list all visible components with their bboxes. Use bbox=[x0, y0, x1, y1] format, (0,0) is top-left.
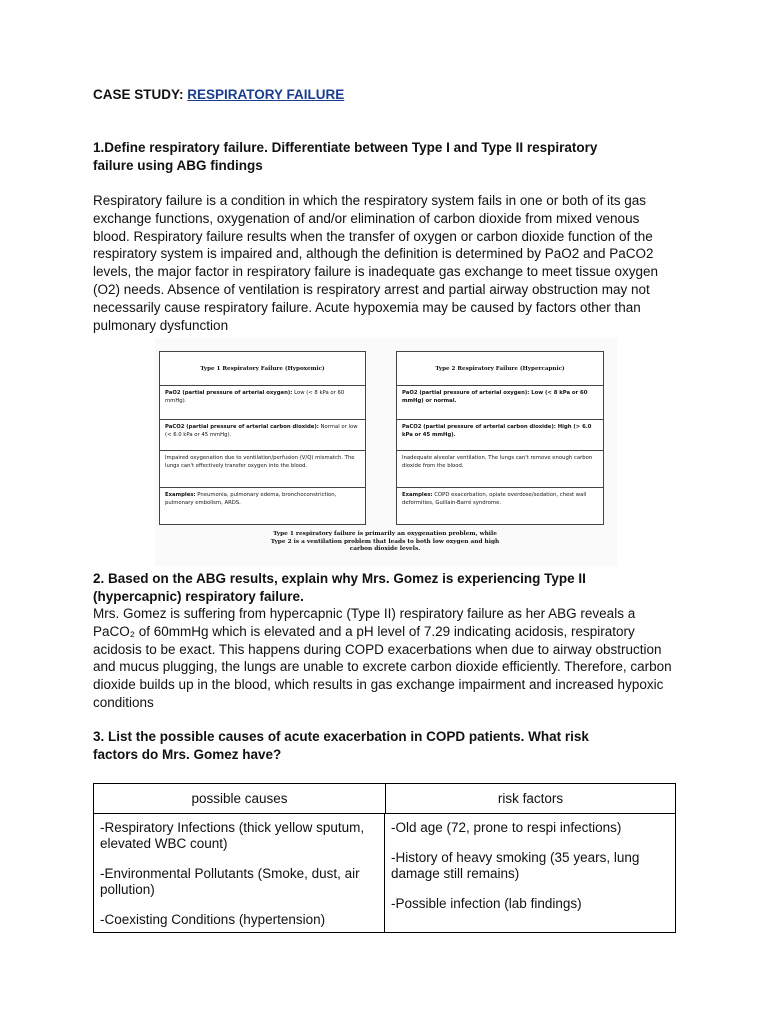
cause-item: -Environmental Pollutants (Smoke, dust, air pollution) bbox=[100, 866, 360, 897]
type2-paco2: PaCO2 (partial pressure of arterial carbon dioxide): High (> 6.0 kPa or 45 mmHg). bbox=[397, 420, 603, 451]
risk-item: -History of heavy smoking (35 years, lung damage still remains) bbox=[391, 850, 640, 881]
risk-item: -Possible infection (lab findings) bbox=[391, 896, 582, 911]
title-prefix: CASE STUDY: bbox=[93, 87, 188, 102]
type1-examples: Examples: Pneumonia, pulmonary edema, bronchoconstriction, pulmonary embolism, ARDS. bbox=[165, 492, 337, 506]
causes-column bbox=[94, 814, 385, 933]
answer-2: Mrs. Gomez is suffering from hypercapnic (Type II) respiratory failure as her ABG reveals a PaCO₂ of 60mmHg which is elevated and a pH level of 7.29 indicating acidosis, respiratory acidosis to be exact. This happens during COPD exacerbations when due to airway obstruction and mucus plugging, the lungs are unable to excrete carbon dioxide efficiently. Therefore, carbon dioxide builds up in the blood, which results in gas exchange impairment and increased hypoxic conditions bbox=[93, 606, 672, 710]
risks-column bbox=[385, 814, 675, 933]
type1-paco2: PaCO2 (partial pressure of arterial carbon dioxide): Normal or low (< 6.0 kPa or 45 mmHg). bbox=[160, 420, 365, 451]
cause-item: -Respiratory Infections (thick yellow sputum, elevated WBC count) bbox=[100, 820, 365, 851]
type2-pao2: PaO2 (partial pressure of arterial oxygen): Low (< 8 kPa or 60 mmHg) or normal. bbox=[397, 386, 603, 420]
cause-item: -Coexisting Conditions (hypertension) bbox=[100, 912, 326, 927]
answer-1: Respiratory failure is a condition in which the respiratory system fails in one or both of its gas exchange functions, oxygenation of and/or elimination of carbon dioxide from mixed venous blood. Respiratory failure results when the transfer of oxygen or carbon dioxide function of the respiratory system is impaired and, although the definition is determined by PaO2 and PaCO2 levels, the major factor in respiratory failure is inadequate gas exchange to meet tissue oxygen (O2) needs. Absence of ventilation is respiratory arrest and partial airway obstruction may not necessarily cause respiratory failure. Acute hypoxemia may be caused by factors other than pulmonary dysfunction bbox=[93, 193, 659, 333]
question-3: 3. List the possible causes of acute exacerbation in COPD patients. What risk factors do Mrs. Gomez have? bbox=[93, 729, 589, 762]
type2-table bbox=[396, 351, 604, 525]
header-possible-causes: possible causes bbox=[94, 784, 386, 813]
type2-header: Type 2 Respiratory Failure (Hypercapnic) bbox=[397, 352, 603, 386]
header-risk-factors: risk factors bbox=[497, 791, 564, 806]
abg-comparison-figure bbox=[155, 338, 617, 566]
type1-mechanism: Impaired oxygenation due to ventilation/perfusion (V/Q) mismatch. The lungs can't effectively transfer oxygen into the blood. bbox=[160, 451, 365, 488]
type1-table bbox=[159, 351, 366, 525]
question-1: 1.Define respiratory failure. Differentiate between Type I and Type II respiratory failure using ABG findings bbox=[93, 140, 598, 173]
table-body-row bbox=[94, 814, 675, 933]
type2-mechanism: Inadequate alveolar ventilation. The lungs can't remove enough carbon dioxide from the blood. bbox=[397, 451, 603, 488]
type2-examples: Examples: COPD exacerbation, opiate overdose/sedation, chest wall deformities, Guillain-Barré syndrome. bbox=[402, 492, 587, 506]
title-link[interactable]: RESPIRATORY FAILURE bbox=[187, 87, 345, 102]
type1-pao2: PaO2 (partial pressure of arterial oxygen): Low (< 8 kPa or 60 mmHg). bbox=[160, 386, 365, 420]
type1-header: Type 1 Respiratory Failure (Hypoxemic) bbox=[160, 352, 365, 386]
question-2: 2. Based on the ABG results, explain why Mrs. Gomez is experiencing Type II (hypercapnic) respiratory failure. bbox=[93, 571, 586, 604]
causes-risk-table bbox=[93, 783, 676, 933]
table-header-row bbox=[94, 784, 675, 814]
page-title bbox=[93, 87, 344, 102]
risk-item: -Old age (72, prone to respi infections) bbox=[391, 820, 622, 835]
figure-caption: Type 1 respiratory failure is primarily an oxygenation problem, while Type 2 is a ventilation problem that leads to both low oxygen and high carbon dioxide levels. bbox=[270, 531, 500, 552]
